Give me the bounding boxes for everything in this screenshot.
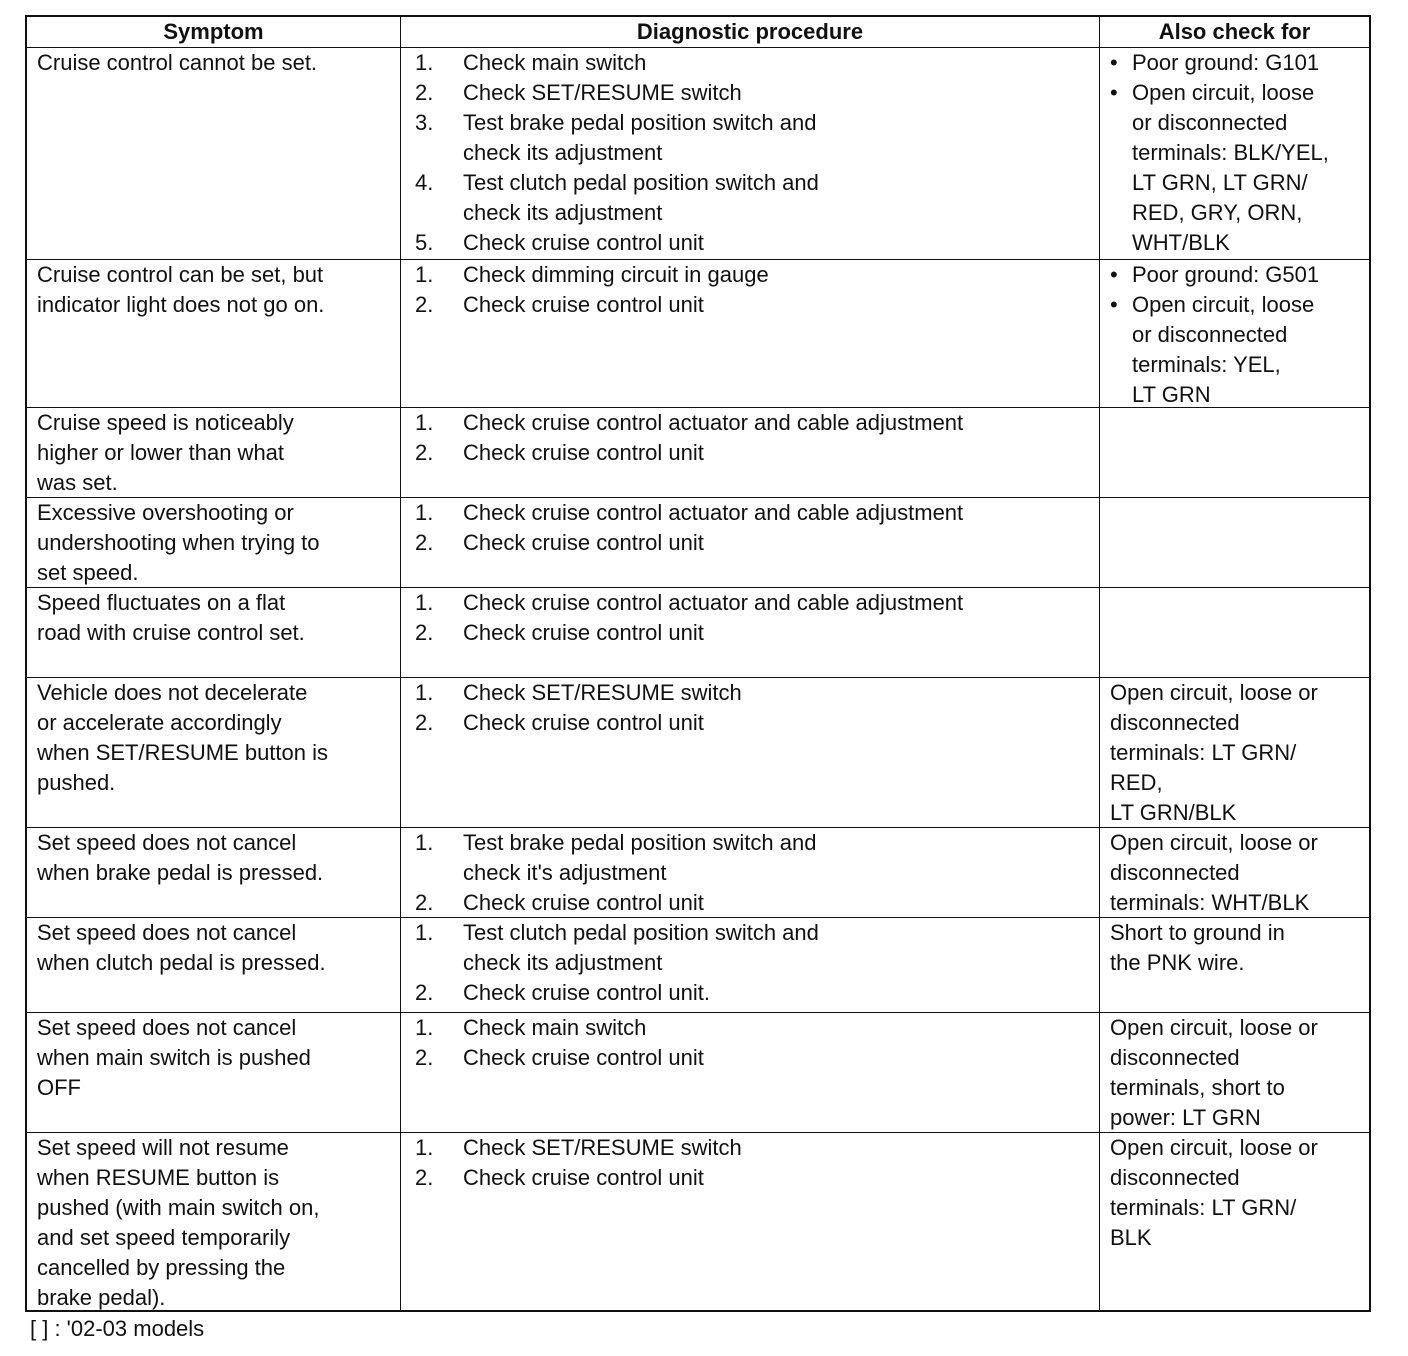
step-number: 1. <box>415 500 434 525</box>
step-number: 1. <box>415 1135 434 1160</box>
step-line: Check cruise control actuator and cable adjustment <box>463 590 964 615</box>
procedure-step <box>415 978 1099 1008</box>
also-line: RED, <box>1110 770 1163 795</box>
also-text <box>1110 678 1318 827</box>
step-text <box>463 678 742 708</box>
procedure-step <box>415 588 1099 618</box>
table-row <box>27 407 1369 497</box>
step-number: 2. <box>415 890 434 915</box>
also-line: RED, GRY, ORN, <box>1132 200 1303 225</box>
also-check-cell <box>1099 828 1369 917</box>
table-row <box>27 827 1369 917</box>
step-line: Test brake pedal position switch and <box>463 830 817 855</box>
footnote: [ ] : '02-03 models <box>30 1316 205 1341</box>
bullet: • <box>1110 80 1118 105</box>
symptom-line: when clutch pedal is pressed. <box>37 950 326 975</box>
symptom-line: Set speed will not resume <box>37 1135 289 1160</box>
step-line: check it's adjustment <box>463 860 667 885</box>
also-check-item <box>1110 78 1369 258</box>
procedure-step <box>415 528 1099 558</box>
procedure-cell <box>400 408 1099 497</box>
procedure-step <box>415 438 1099 468</box>
symptom-cell <box>27 48 400 259</box>
step-line: Check cruise control unit <box>463 292 704 317</box>
step-line: Test brake pedal position switch and <box>463 110 817 135</box>
step-line: Check main switch <box>463 50 647 75</box>
step-number: 1. <box>415 590 434 615</box>
also-text <box>1110 828 1318 917</box>
symptom-line: pushed. <box>37 770 116 795</box>
step-text <box>463 108 816 168</box>
step-text <box>463 888 704 917</box>
also-text <box>1110 1013 1318 1132</box>
step-line: Check cruise control unit <box>463 440 704 465</box>
symptom-line: Speed fluctuates on a flat <box>37 590 286 615</box>
step-text <box>463 1163 704 1193</box>
also-line: BLK <box>1110 1225 1152 1250</box>
step-text <box>463 828 816 888</box>
table-row <box>27 587 1369 677</box>
table-header <box>27 17 1369 47</box>
step-line: Check cruise control unit <box>463 890 704 915</box>
step-number: 1. <box>415 830 434 855</box>
procedure-step <box>415 498 1099 528</box>
procedure-step <box>415 678 1099 708</box>
symptom-cell <box>27 828 400 917</box>
step-line: Check main switch <box>463 1015 647 1040</box>
step-text <box>463 48 646 78</box>
step-text <box>463 438 704 468</box>
also-check-cell <box>1099 918 1369 1012</box>
bullet: • <box>1110 292 1118 317</box>
also-line: disconnected <box>1110 1165 1240 1190</box>
also-line: disconnected <box>1110 710 1240 735</box>
also-line: Open circuit, loose or <box>1110 1135 1318 1160</box>
step-number: 2. <box>415 620 434 645</box>
table-row <box>27 1132 1369 1310</box>
also-text <box>1132 260 1319 290</box>
symptom-cell <box>27 918 400 1012</box>
also-line: Short to ground in <box>1110 920 1285 945</box>
also-check-cell <box>1099 1133 1369 1310</box>
also-check-cell <box>1099 678 1369 827</box>
also-line: Open circuit, loose <box>1132 292 1315 317</box>
symptom-line: when RESUME button is <box>37 1165 280 1190</box>
step-line: Test clutch pedal position switch and <box>463 170 819 195</box>
step-text <box>463 1133 742 1163</box>
procedure-step <box>415 260 1099 290</box>
procedure-step <box>415 888 1099 917</box>
also-line: Open circuit, loose or <box>1110 1015 1318 1040</box>
also-check-item <box>1110 1013 1369 1132</box>
also-check-item <box>1110 828 1369 917</box>
also-line: or disconnected <box>1132 322 1288 347</box>
header-procedure: Diagnostic procedure <box>400 17 1099 47</box>
procedure-step <box>415 1133 1099 1163</box>
symptom-line: or accelerate accordingly <box>37 710 282 735</box>
symptom-cell <box>27 1133 400 1310</box>
step-number: 1. <box>415 50 434 75</box>
symptom-line: when SET/RESUME button is <box>37 740 329 765</box>
also-text <box>1110 918 1285 978</box>
also-line: terminals: LT GRN/ <box>1110 740 1297 765</box>
procedure-step <box>415 290 1099 320</box>
procedure-cell <box>400 498 1099 587</box>
procedure-cell <box>400 1133 1099 1310</box>
step-text <box>463 290 704 320</box>
step-text <box>463 528 704 558</box>
step-number: 5. <box>415 230 434 255</box>
step-line: Check SET/RESUME switch <box>463 1135 742 1160</box>
also-line: the PNK wire. <box>1110 950 1245 975</box>
step-number: 2. <box>415 1045 434 1070</box>
also-line: terminals: BLK/YEL, <box>1132 140 1329 165</box>
symptom-cell <box>27 588 400 677</box>
also-line: LT GRN, LT GRN/ <box>1132 170 1308 195</box>
step-number: 2. <box>415 292 434 317</box>
symptom-line: Excessive overshooting or <box>37 500 294 525</box>
symptom-line: and set speed temporarily <box>37 1225 291 1250</box>
procedure-step <box>415 408 1099 438</box>
symptom-line: Set speed does not cancel <box>37 920 297 945</box>
step-line: Check cruise control unit <box>463 1045 704 1070</box>
procedure-step <box>415 1013 1099 1043</box>
procedure-step <box>415 78 1099 108</box>
symptom-line: Cruise speed is noticeably <box>37 410 294 435</box>
step-line: Check SET/RESUME switch <box>463 680 742 705</box>
symptom-line: when main switch is pushed <box>37 1045 311 1070</box>
symptom-line: was set. <box>37 470 118 495</box>
step-number: 2. <box>415 1165 434 1190</box>
also-line: Poor ground: G101 <box>1132 50 1320 75</box>
procedure-step <box>415 708 1099 738</box>
step-line: check its adjustment <box>463 140 663 165</box>
table-row <box>27 917 1369 1012</box>
also-check-item <box>1110 290 1369 407</box>
step-number: 2. <box>415 530 434 555</box>
step-number: 2. <box>415 710 434 735</box>
table-row <box>27 47 1369 259</box>
symptom-cell <box>27 260 400 407</box>
step-line: Check cruise control actuator and cable adjustment <box>463 410 964 435</box>
also-line: power: LT GRN <box>1110 1105 1261 1130</box>
also-text <box>1132 290 1314 407</box>
step-number: 1. <box>415 680 434 705</box>
step-number: 2. <box>415 440 434 465</box>
procedure-step <box>415 108 1099 168</box>
step-text <box>463 978 710 1008</box>
also-text <box>1110 1133 1318 1253</box>
also-line: Open circuit, loose or <box>1110 680 1318 705</box>
symptom-line: set speed. <box>37 560 139 585</box>
procedure-cell <box>400 918 1099 1012</box>
step-text <box>463 78 742 108</box>
procedure-step <box>415 228 1099 258</box>
also-check-cell <box>1099 1013 1369 1132</box>
step-line: check its adjustment <box>463 200 663 225</box>
step-text <box>463 228 704 258</box>
symptom-line: Set speed does not cancel <box>37 1015 297 1040</box>
also-check-cell <box>1099 408 1369 497</box>
also-line: Poor ground: G501 <box>1132 262 1320 287</box>
also-line: terminals: YEL, <box>1132 352 1281 377</box>
also-line: LT GRN <box>1132 382 1211 407</box>
step-line: Check dimming circuit in gauge <box>463 262 769 287</box>
step-number: 1. <box>415 920 434 945</box>
symptom-line: cancelled by pressing the <box>37 1255 286 1280</box>
also-check-cell <box>1099 588 1369 677</box>
table-row <box>27 677 1369 827</box>
symptom-line: road with cruise control set. <box>37 620 305 645</box>
also-check-item <box>1110 260 1369 290</box>
procedure-cell <box>400 260 1099 407</box>
step-line: Check cruise control unit <box>463 1165 704 1190</box>
also-line: terminals: LT GRN/ <box>1110 1195 1297 1220</box>
step-number: 3. <box>415 110 434 135</box>
also-line: Open circuit, loose <box>1132 80 1315 105</box>
also-line: terminals, short to <box>1110 1075 1285 1100</box>
step-text <box>463 1013 646 1043</box>
also-line: terminals: WHT/BLK <box>1110 890 1310 915</box>
also-check-item <box>1110 918 1369 978</box>
also-text <box>1132 48 1319 78</box>
symptom-cell <box>27 678 400 827</box>
step-line: check its adjustment <box>463 950 663 975</box>
symptom-line: Cruise control can be set, but <box>37 262 324 287</box>
step-text <box>463 168 819 228</box>
step-text <box>463 618 704 648</box>
header-also-check: Also check for <box>1099 17 1369 47</box>
symptom-line: Set speed does not cancel <box>37 830 297 855</box>
also-check-cell <box>1099 498 1369 587</box>
step-line: Check SET/RESUME switch <box>463 80 742 105</box>
also-check-cell <box>1099 48 1369 259</box>
step-line: Check cruise control actuator and cable adjustment <box>463 500 964 525</box>
also-check-item <box>1110 48 1369 78</box>
procedure-cell <box>400 678 1099 827</box>
also-line: disconnected <box>1110 860 1240 885</box>
symptom-line: pushed (with main switch on, <box>37 1195 320 1220</box>
step-text <box>463 498 963 528</box>
also-check-item <box>1110 678 1369 827</box>
step-text <box>463 1043 704 1073</box>
procedure-step <box>415 48 1099 78</box>
also-line: WHT/BLK <box>1132 230 1230 255</box>
step-line: Check cruise control unit <box>463 230 704 255</box>
procedure-step <box>415 918 1099 978</box>
step-line: Check cruise control unit. <box>463 980 710 1005</box>
step-number: 2. <box>415 80 434 105</box>
step-text <box>463 408 963 438</box>
procedure-cell <box>400 1013 1099 1132</box>
also-line: Open circuit, loose or <box>1110 830 1318 855</box>
step-text <box>463 588 963 618</box>
step-text <box>463 918 819 978</box>
symptom-cell <box>27 1013 400 1132</box>
symptom-line: undershooting when trying to <box>37 530 320 555</box>
step-line: Test clutch pedal position switch and <box>463 920 819 945</box>
symptom-line: when brake pedal is pressed. <box>37 860 324 885</box>
step-number: 1. <box>415 410 434 435</box>
also-line: or disconnected <box>1132 110 1288 135</box>
step-number: 2. <box>415 980 434 1005</box>
step-text <box>463 708 704 738</box>
procedure-step <box>415 168 1099 228</box>
step-line: Check cruise control unit <box>463 710 704 735</box>
also-check-item <box>1110 1133 1369 1253</box>
header-symptom: Symptom <box>163 19 264 44</box>
also-text <box>1132 78 1329 258</box>
procedure-step <box>415 828 1099 888</box>
symptom-line: higher or lower than what <box>37 440 285 465</box>
also-line: LT GRN/BLK <box>1110 800 1237 825</box>
table-row <box>27 259 1369 407</box>
bullet: • <box>1110 262 1118 287</box>
bullet: • <box>1110 50 1118 75</box>
procedure-step <box>415 618 1099 648</box>
step-number: 4. <box>415 170 434 195</box>
step-number: 1. <box>415 1015 434 1040</box>
symptom-cell <box>27 498 400 587</box>
procedure-cell <box>400 828 1099 917</box>
table-row <box>27 497 1369 587</box>
symptom-line: Cruise control cannot be set. <box>37 50 318 75</box>
also-check-cell <box>1099 260 1369 407</box>
symptom-cell <box>27 408 400 497</box>
also-line: disconnected <box>1110 1045 1240 1070</box>
diagnostic-table <box>25 15 1371 1312</box>
symptom-line: brake pedal). <box>37 1285 166 1310</box>
symptom-line: OFF <box>37 1075 81 1100</box>
step-number: 1. <box>415 262 434 287</box>
procedure-step <box>415 1163 1099 1193</box>
procedure-cell <box>400 588 1099 677</box>
procedure-step <box>415 1043 1099 1073</box>
step-line: Check cruise control unit <box>463 530 704 555</box>
procedure-cell <box>400 48 1099 259</box>
symptom-line: indicator light does not go on. <box>37 292 325 317</box>
step-line: Check cruise control unit <box>463 620 704 645</box>
symptom-line: Vehicle does not decelerate <box>37 680 308 705</box>
step-text <box>463 260 769 290</box>
table-row <box>27 1012 1369 1132</box>
